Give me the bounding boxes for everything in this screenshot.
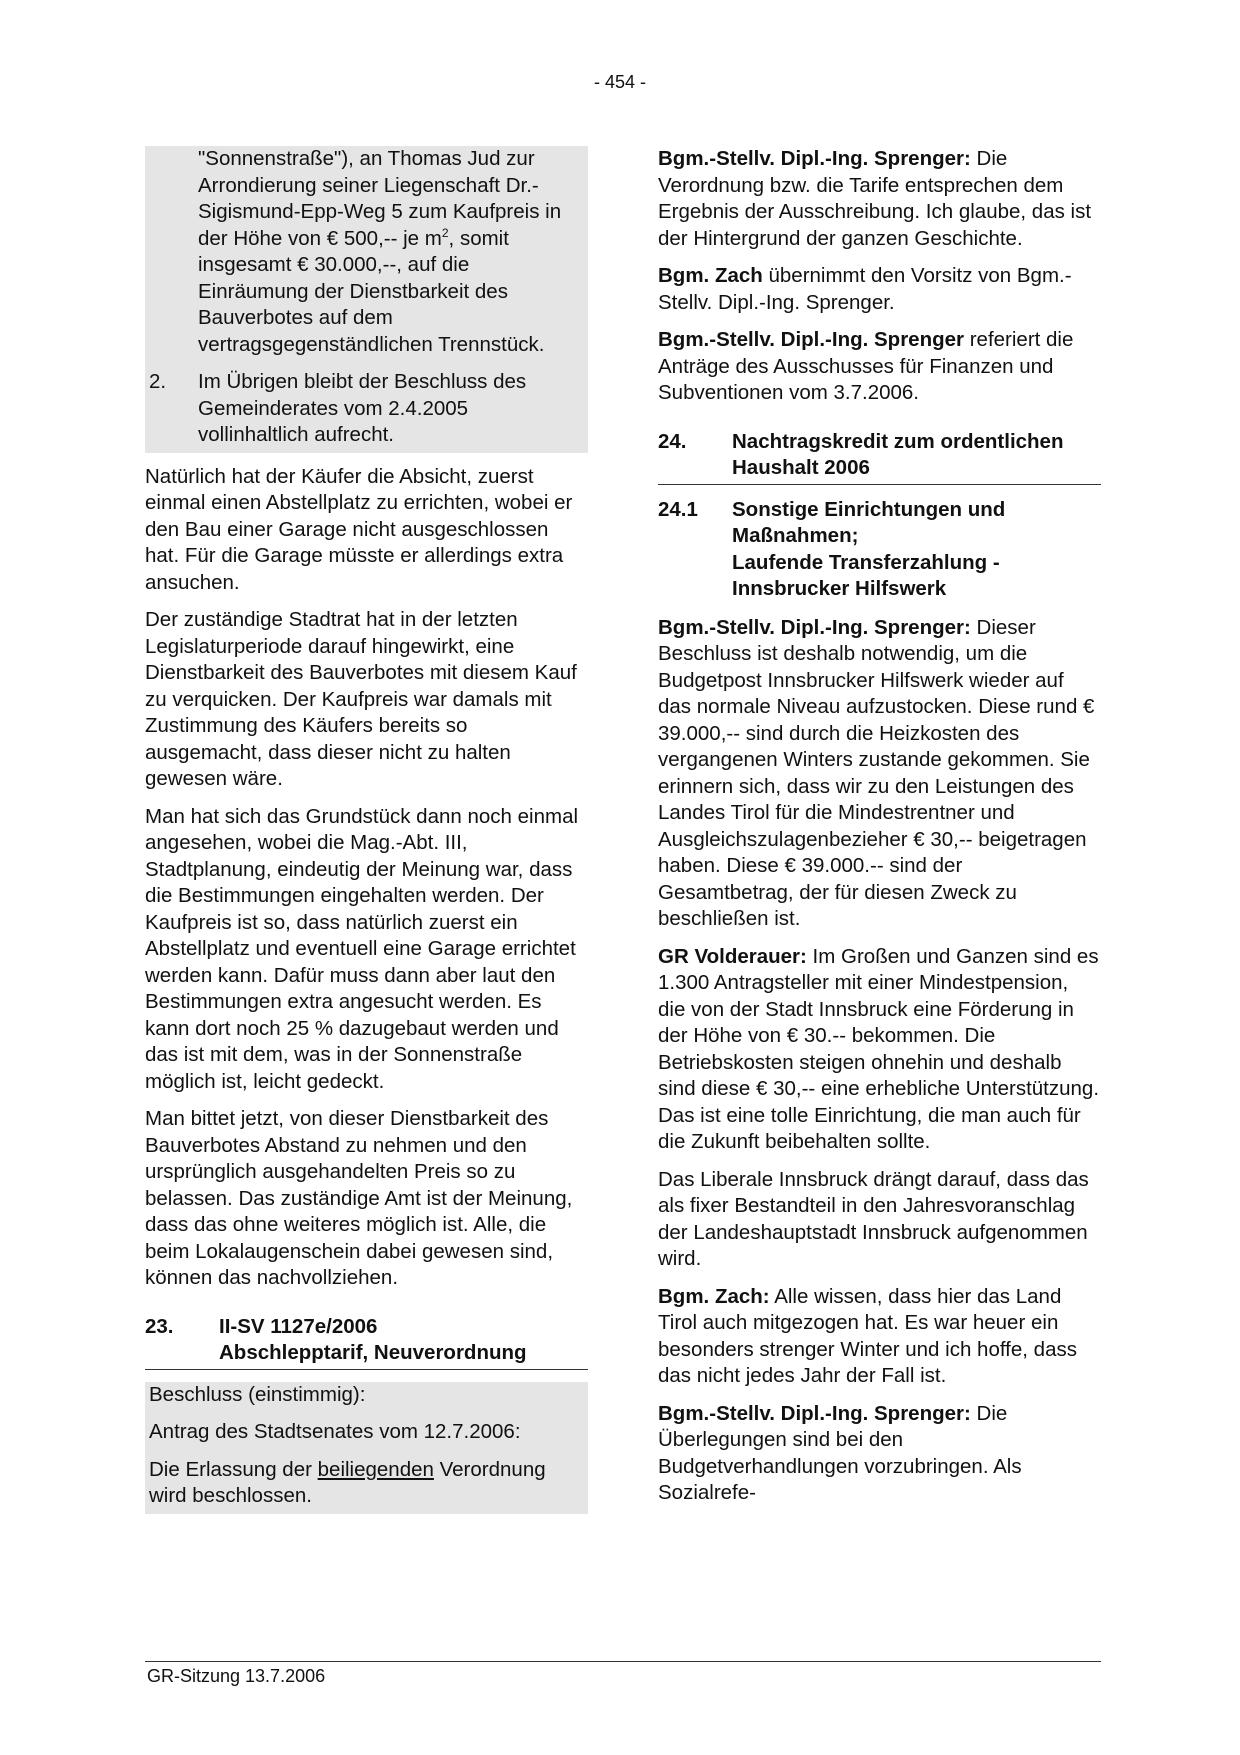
paragraph: Der zuständige Stadtrat hat in der letzten Legislaturperiode darauf hingewirkt, eine Dienstbarkeit des Bauverbotes mit diesem Kauf zu verquicken. Der Kaufpreis war damals mit Zustimmung des Käufers bereits so ausgemacht, dass dieser nicht zu halten gewesen wäre. bbox=[145, 608, 577, 790]
speaker-paragraph: Bgm. Zach übernimmt den Vorsitz von Bgm.-Stellv. Dipl.-Ing. Sprenger. bbox=[658, 264, 1072, 314]
section-heading-24-1: 24.1 Sonstige Einrichtungen und Maßnahmen; Laufende Transferzahlung - Innsbrucker Hilfswerk bbox=[658, 497, 1006, 600]
speaker-name: Bgm.-Stellv. Dipl.-Ing. Sprenger: bbox=[658, 615, 971, 639]
paragraph: Man hat sich das Grundstück dann noch einmal angesehen, wobei die Mag.-Abt. III, Stadtplanung, eindeutig der Meinung war, dass die Bestimmungen eingehalten werden. Der Kaufpreis ist so, dass natürlich zuerst ein Abstellplatz und eventuell eine Garage errichtet werden kann. Dafür muss dann aber laut den Bestimmungen extra angesucht werden. Es kann dort noch 25 % dazugebaut werden und das ist mit dem, was in der Sonnenstraße möglich ist, leicht gedeckt. bbox=[145, 804, 579, 1093]
speaker-paragraph: GR Volderauer: Im Großen und Ganzen sind es 1.300 Antragsteller mit einer Mindestpension, die von der Stadt Innsbruck eine Förderung in der Höhe von € 30.-- bekommen. Die Betriebskosten steigen ohnehin und deshalb sind diese € 30,-- eine erhebliche Unterstützung. Das ist eine tolle Einrichtung, die man auch für die Zukunft beibehalten sollte. bbox=[658, 944, 1100, 1153]
resolution-box-23 bbox=[145, 1382, 588, 1514]
resolution-item-1-continued: "Sonnenstraße"), an Thomas Jud zur Arrondierung seiner Liegenschaft Dr.-Sigismund-Epp-Weg 5 zum Kaufpreis in der Höhe von € 500,-- je $m^2$, somit insgesamt € 30.000,--, auf die Einräumung der Dienstbarkeit des Bauverbotes auf dem vertragsgegenständlichen Trennstück. bbox=[198, 147, 562, 356]
speaker-name: Bgm. Zach bbox=[658, 264, 763, 287]
resolution-motion: Antrag des Stadtsenates vom 12.7.2006: bbox=[149, 1420, 521, 1443]
paragraph: Das Liberale Innsbruck drängt darauf, dass das als fixer Bestandteil in den Jahresvoranschlag der Landeshauptstadt Innsbruck aufgenommen wird. bbox=[658, 1167, 1089, 1270]
left-column bbox=[145, 146, 588, 1514]
paragraph: Man bittet jetzt, von dieser Dienstbarkeit des Bauverbotes Abstand zu nehmen und den ursprünglich ausgehandelten Preis so zu belassen. Das zuständige Amt ist der Meinung, dass das ohne weiteres möglich ist. Alle, die beim Lokalaugenschein dabei gewesen sind, können das nachvollziehen. bbox=[145, 1107, 573, 1289]
speaker-paragraph: Bgm.-Stellv. Dipl.-Ing. Sprenger: Die Verordnung bzw. die Tarife entsprechen dem Ergebnis der Ausschreibung. Ich glaube, das ist der Hintergrund der ganzen Geschichte. bbox=[658, 147, 1092, 250]
section-heading-24: 24. Nachtragskredit zum ordentlichen Haushalt 2006 bbox=[658, 429, 1101, 485]
section-heading-23: 23. II-SV 1127e/2006 Abschlepptarif, Neuverordnung bbox=[145, 1314, 588, 1370]
speaker-paragraph: Bgm.-Stellv. Dipl.-Ing. Sprenger: Die Überlegungen sind bei den Budgetverhandlungen vorzubringen. Als Sozialrefe- bbox=[658, 1401, 1022, 1504]
speaker-paragraph: Bgm.-Stellv. Dipl.-Ing. Sprenger: Dieser Beschluss ist deshalb notwendig, um die Budgetpost Innsbrucker Hilfswerk wieder auf das normale Niveau aufzustocken. Diese rund € 39.000,-- sind durch die Heizkosten des vergangenen Winters zustande gekommen. Sie erinnern sich, dass wir zu den Leistungen des Landes Tirol für die Mindestrentner und Ausgleichszulagenbezieher € 30,-- beigetragen haben. Diese € 39.000.-- sind der Gesamtbetrag, der für diesen Zweck zu beschließen ist. bbox=[658, 615, 1095, 930]
underlined-word: beiliegenden bbox=[317, 1457, 434, 1481]
resolution-text: Die Erlassung der beiliegenden Verordnung wird beschlossen. bbox=[149, 1457, 546, 1507]
speaker-name: GR Volderauer: bbox=[658, 944, 807, 968]
footer-divider bbox=[145, 1661, 1101, 1662]
speaker-name: Bgm.-Stellv. Dipl.-Ing. Sprenger: bbox=[658, 147, 971, 170]
speaker-paragraph: Bgm. Zach: Alle wissen, dass hier das Land Tirol auch mitgezogen hat. Es war heuer ein besonders strenger Winter und ich hoffe, dass das nicht jedes Jahr der Fall ist. bbox=[658, 1284, 1077, 1387]
resolution-label: Beschluss (einstimmig): bbox=[149, 1382, 366, 1406]
speaker-name: Bgm.-Stellv. Dipl.-Ing. Sprenger bbox=[658, 328, 965, 351]
right-column bbox=[658, 146, 1101, 1518]
resolution-box-continued bbox=[145, 146, 588, 453]
page-number: - 454 - bbox=[593, 72, 647, 92]
speaker-paragraph: Bgm.-Stellv. Dipl.-Ing. Sprenger referiert die Anträge des Ausschusses für Finanzen und Subventionen vom 3.7.2006. bbox=[658, 328, 1074, 404]
speaker-name: Bgm.-Stellv. Dipl.-Ing. Sprenger: bbox=[658, 1401, 971, 1425]
paragraph: Natürlich hat der Käufer die Absicht, zuerst einmal einen Abstellplatz zu errichten, wobei er den Bau einer Garage nicht ausgeschlossen hat. Für die Garage müsste er allerdings extra ansuchen. bbox=[145, 464, 573, 594]
speaker-name: Bgm. Zach: bbox=[658, 1284, 770, 1308]
footer-text: GR-Sitzung 13.7.2006 bbox=[147, 1666, 326, 1686]
resolution-item-2: 2. Im Übrigen bleibt der Beschluss des Gemeinderates vom 2.4.2005 vollinhaltlich aufrecht. bbox=[149, 370, 527, 446]
